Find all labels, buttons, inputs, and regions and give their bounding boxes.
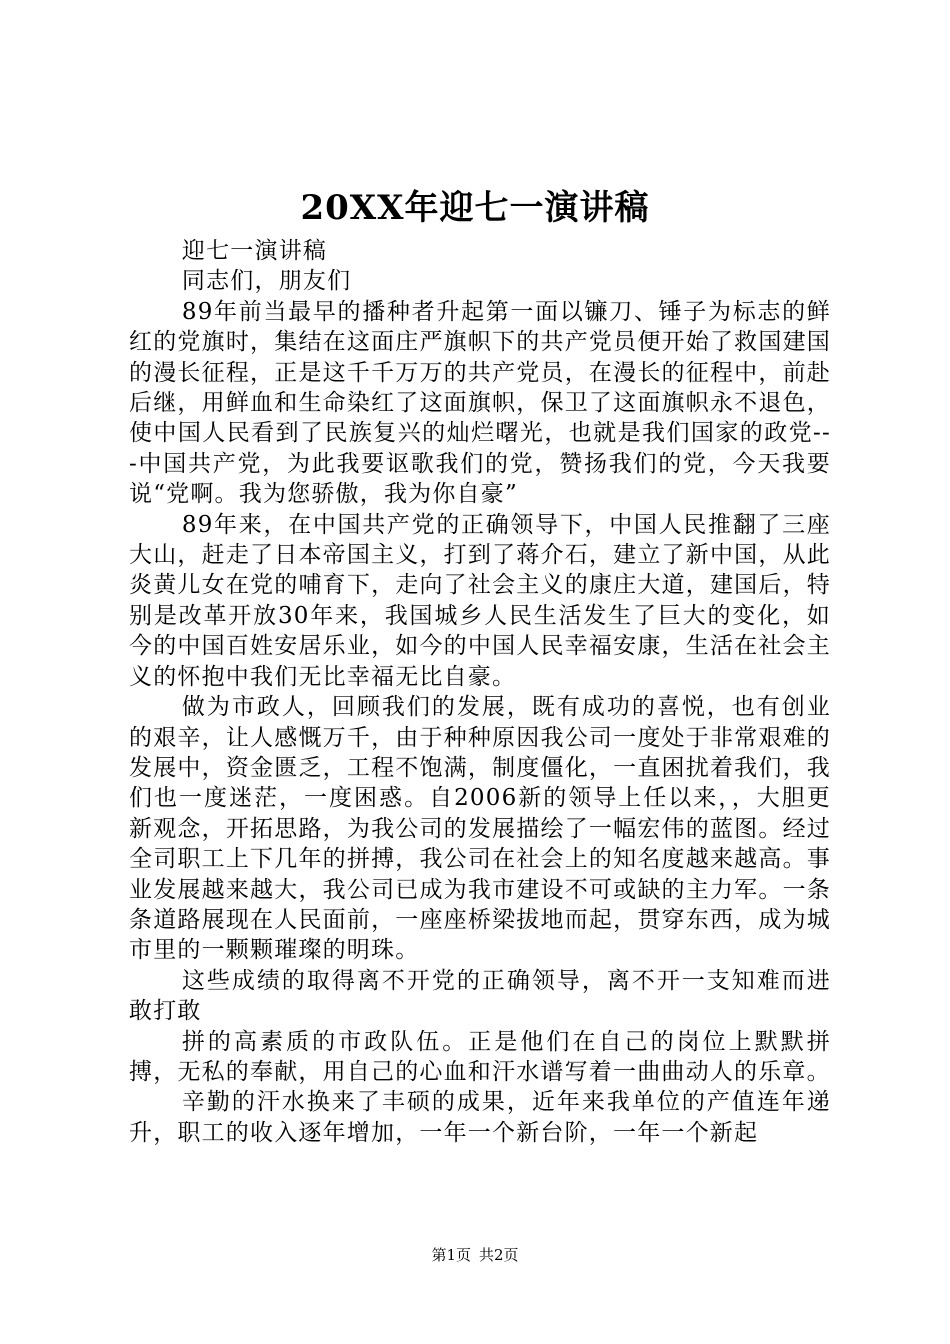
document-body [129, 236, 831, 1148]
paragraph: 做为市政人，回顾我们的发展，既有成功的喜悦，也有创业的艰辛，让人感慨万千，由于种种原因我公司一度处于非常艰难的发展中，资金匮乏，工程不饱满，制度僵化，一直困扰着我们，我们也一度迷茫，一度困惑。自2006新的领导上任以来，，大胆更新观念，开拓思路，为我公司的发展描绘了一幅宏伟的蓝图。经过全司职工上下几年的拼搏，我公司在社会上的知名度越来越高。事业发展越来越大，我公司已成为我市建设不可或缺的主力军。一条条道路展现在人民面前，一座座桥梁拔地而起，贯穿东西，成为城市里的一颗颗璀璨的明珠。 [129, 694, 831, 964]
paragraph: 辛勤的汗水换来了丰硕的成果，近年来我单位的产值连年递升，职工的收入逐年增加，一年一个新台阶，一年一个新起 [129, 1089, 831, 1146]
page-footer [0, 1245, 950, 1265]
paragraph: 拼的高素质的市政队伍。正是他们在自己的岗位上默默拼搏，无私的奉献，用自己的心血和汗水谱写着一曲曲动人的乐章。 [129, 1028, 831, 1085]
page-total: 共2页 [479, 1246, 519, 1264]
paragraph-subtitle: 迎七一演讲稿 [181, 238, 328, 264]
paragraph: 89年前当最早的播种者升起第一面以镰刀、锤子为标志的鲜红的党旗时，集结在这面庄严旗帜下的共产党员便开始了救国建国的漫长征程，正是这千千万万的共产党员，在漫长的征程中，前赴后继，用鲜血和生命染红了这面旗帜，保卫了这面旗帜永不退色，使中国人民看到了民族复兴的灿烂曙光，也就是我们国家的政党---中国共产党，为此我要讴歌我们的党，赞扬我们的党，今天我要说“党啊。我为您骄傲，我为你自豪” [129, 298, 831, 508]
paragraph-salutation: 同志们，朋友们 [181, 268, 352, 295]
paragraph: 这些成绩的取得离不开党的正确领导，离不开一支知难而进敢打敢 [129, 967, 831, 1025]
document-title: 20XX年迎七一演讲稿 [300, 188, 650, 228]
page-number: 第1页 [431, 1246, 471, 1264]
paragraph: 89年来，在中国共产党的正确领导下，中国人民推翻了三座大山，赶走了日本帝国主义，打到了蒋介石，建立了新中国，从此炎黄儿女在党的哺育下，走向了社会主义的康庄大道，建国后，特别是改革开放30年来，我国城乡人民生活发生了巨大的变化，如今的中国百姓安居乐业，如今的中国人民幸福安康，生活在社会主义的怀抱中我们无比幸福无比自豪。 [129, 511, 831, 690]
